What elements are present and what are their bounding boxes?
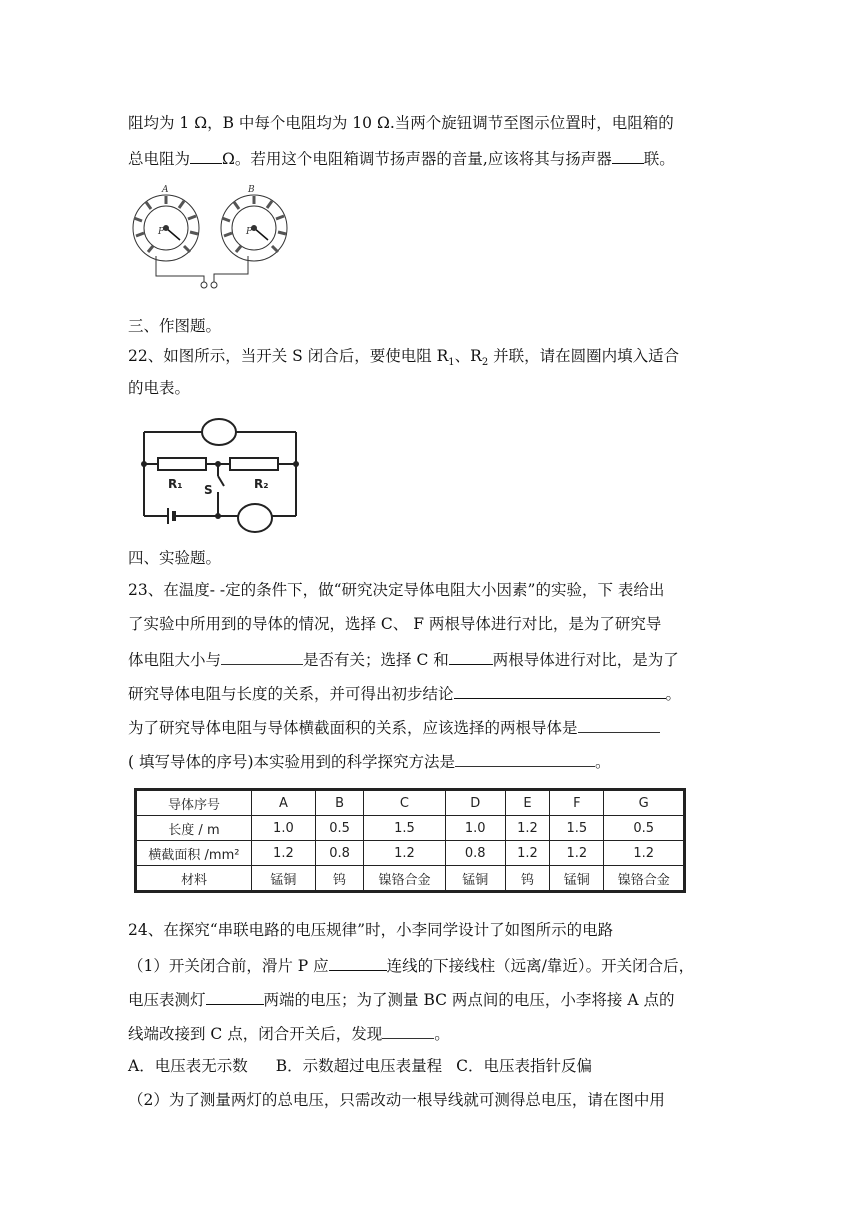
q22-text-c: 并联，请在圆圈内填入适合 (488, 347, 680, 365)
q23-line-5 (128, 716, 660, 738)
q21-line-1: 阻均为 1 Ω，B 中每个电阻均为 10 Ω.当两个旋钮调节至图示位置时，电阻箱的 (128, 114, 674, 132)
section-4-heading: 四、实验题。 (128, 549, 222, 567)
q23-text-3c: 两根导体进行对比，是为了 (492, 651, 679, 669)
table-cell: 锰铜 (550, 866, 604, 892)
q21-blank-connection[interactable] (612, 147, 644, 164)
resistance-box-figure (128, 184, 298, 294)
q23-line-3 (128, 648, 679, 670)
q24-text-2a: （1）开关闭合前，滑片 P 应 (128, 957, 329, 975)
table-cell: 锰铜 (445, 866, 505, 892)
table-cell: 1.0 (251, 816, 315, 841)
r2-label: R₂ (254, 477, 269, 491)
q23-blank-factor[interactable] (221, 648, 303, 665)
table-cell: 钨 (315, 866, 363, 892)
table-cell: 1.5 (364, 816, 445, 841)
switch-label: S (204, 483, 213, 497)
dial-a-label: A (162, 185, 169, 195)
q23-text-4b: 。 (665, 685, 682, 703)
q22-line-1 (128, 346, 679, 373)
table-cell: 1.0 (445, 816, 505, 841)
meter-circle-bottom[interactable] (238, 504, 272, 532)
q22-text-a: 22、如图所示，当开关 S 闭合后，要使电阻 R (128, 347, 449, 365)
dial-a-pointer-label: P (158, 227, 165, 237)
q24-text-4a: 线端改接到 C 点，闭合开关后，发现 (128, 1025, 383, 1043)
q23-blank-area-pair[interactable] (578, 716, 660, 733)
parallel-circuit-figure (128, 412, 308, 536)
table-cell: 0.8 (445, 841, 505, 866)
q24-line-1: 24、在探究“串联电路的电压规律”时，小李同学设计了如图所示的电路 (128, 921, 614, 939)
q24-blank-phenomenon[interactable] (382, 1022, 434, 1039)
table-cell: 0.5 (604, 816, 685, 841)
option-c[interactable]: C．电压表指针反偏 (456, 1057, 592, 1075)
table-header-cell: 导体序号 (136, 790, 252, 816)
section-3-heading: 三、作图题。 (128, 317, 222, 335)
dial-b-label: B (248, 185, 255, 195)
q22-sub-1: 1 (448, 357, 455, 369)
q21-blank-total[interactable] (190, 147, 222, 164)
q23-text-3b: 是否有关；选择 C 和 (303, 651, 449, 669)
table-cell: 材料 (136, 866, 252, 892)
table-header-cell: B (315, 790, 363, 816)
meter-circle-top[interactable] (202, 419, 236, 445)
dial-b-pointer-label: P (246, 227, 253, 237)
q24-blank-lamp[interactable] (206, 988, 264, 1005)
q23-blank-conclusion[interactable] (454, 682, 666, 699)
q24-line-4 (128, 1022, 450, 1044)
q23-line-2: 了实验中所用到的导体的情况，选择 C、 F 两根导体进行对比，是为了研究导 (128, 615, 662, 633)
table-header-row (136, 790, 685, 816)
conductor-table (134, 788, 686, 893)
q22-line-2: 的电表。 (128, 379, 191, 397)
q24-line-2 (128, 954, 694, 976)
q23-line-6 (128, 750, 611, 772)
table-cell: 1.2 (550, 841, 604, 866)
table-cell: 1.2 (251, 841, 315, 866)
q24-text-3a: 电压表测灯 (128, 991, 206, 1009)
r1-label: R₁ (168, 477, 183, 491)
q23-text-6b: 。 (595, 753, 611, 771)
q23-line-1: 23、在温度- -定的条件下，做“研究决定导体电阻大小因素”的实验，下 表给出 (128, 581, 665, 599)
q22-sub-2: 2 (481, 357, 489, 369)
table-header-cell: D (445, 790, 505, 816)
table-cell: 1.2 (364, 841, 445, 866)
q21-text-b: Ω。若用这个电阻箱调节扬声器的音量,应该将其与扬声器 (222, 150, 612, 168)
q23-blank-method[interactable] (455, 750, 595, 767)
q22-text-b: 、R (454, 347, 482, 365)
dial-a (133, 195, 199, 276)
table-cell: 横截面积 /mm² (136, 841, 252, 866)
table-header-cell: F (550, 790, 604, 816)
q23-text-6a: ( 填写导体的序号)本实验用到的科学探究方法是 (128, 753, 456, 771)
q23-text-3a: 体电阻大小与 (128, 651, 222, 669)
q24-options (128, 1056, 592, 1076)
q24-text-4b: 。 (434, 1025, 450, 1043)
table-cell: 镍铬合金 (604, 866, 685, 892)
table-cell: 0.8 (315, 841, 363, 866)
table-header-cell: G (604, 790, 685, 816)
q23-blank-conductor[interactable] (449, 648, 493, 665)
table-header-cell: A (251, 790, 315, 816)
dial-b (198, 195, 287, 288)
option-a[interactable]: A．电压表无示数 (128, 1057, 248, 1075)
q21-line-2 (128, 147, 675, 169)
table-header-cell: E (505, 790, 549, 816)
q24-line-3 (128, 988, 674, 1010)
table-cell: 锰铜 (251, 866, 315, 892)
q23-text-4a: 研究导体电阻与长度的关系，并可得出初步结论 (128, 685, 454, 703)
table-cell: 长度 / m (136, 816, 252, 841)
table-cell: 1.2 (505, 816, 549, 841)
q24-blank-slider[interactable] (329, 954, 387, 971)
table-cell: 0.5 (315, 816, 363, 841)
table-cell: 钨 (505, 866, 549, 892)
table-header-cell: C (364, 790, 445, 816)
table-cell: 1.5 (550, 816, 604, 841)
q21-text-c: 联。 (643, 150, 675, 168)
table-row (136, 866, 685, 892)
table-cell: 1.2 (505, 841, 549, 866)
option-b[interactable]: B．示数超过电压表量程 (275, 1057, 443, 1075)
table-cell: 镍铬合金 (364, 866, 445, 892)
q24-text-2b: 连线的下接线柱（远离/靠近）。开关闭合后， (386, 957, 695, 975)
table-row (136, 841, 685, 866)
table-cell: 1.2 (604, 841, 685, 866)
q24-line-6: （2）为了测量两灯的总电压，只需改动一根导线就可测得总电压，请在图中用 (128, 1091, 665, 1109)
q21-text-a: 总电阻为 (128, 150, 191, 168)
q23-text-5a: 为了研究导体电阻与导体横截面积的关系，应该选择的两根导体是 (128, 719, 578, 737)
q24-text-3b: 两端的电压；为了测量 BC 两点间的电压，小李将接 A 点的 (263, 991, 675, 1009)
q23-line-4 (128, 682, 681, 704)
table-row (136, 816, 685, 841)
